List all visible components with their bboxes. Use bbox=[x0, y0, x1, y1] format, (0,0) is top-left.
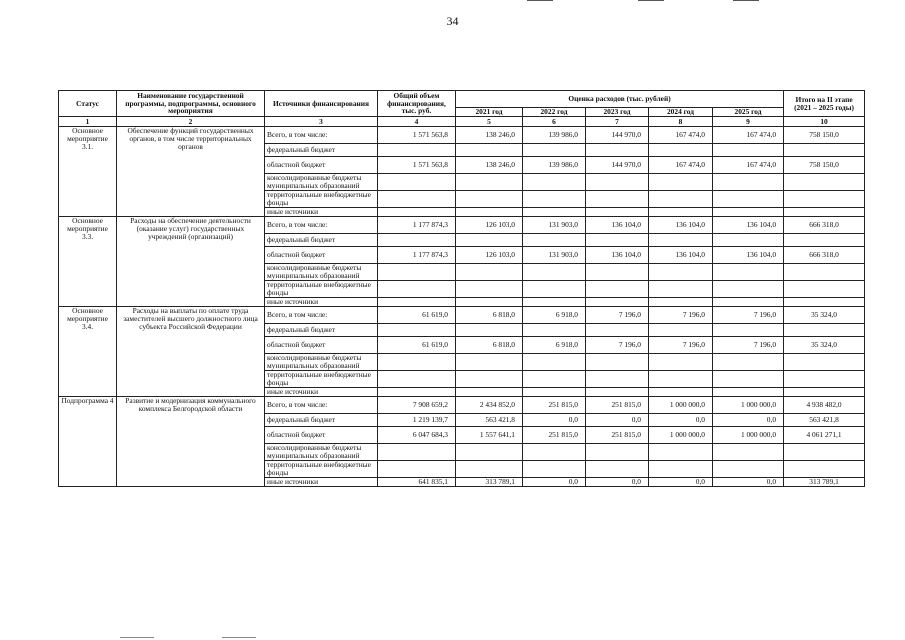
value-cell bbox=[523, 354, 586, 371]
value-cell bbox=[586, 354, 649, 371]
funding-source-offbudget: территориальные внебюджетные фонды bbox=[265, 281, 378, 298]
row-program-name: Расходы на обеспечение деятельности (оказание услуг) государственных учреждений (организаций) bbox=[117, 217, 265, 307]
value-cell bbox=[586, 444, 649, 461]
value-cell bbox=[649, 281, 713, 298]
funding-source-other: иные источники bbox=[265, 478, 378, 487]
value-cell bbox=[713, 281, 784, 298]
funding-source-other: иные источники bbox=[265, 388, 378, 397]
col-number: 4 bbox=[378, 117, 456, 127]
value-cell: 126 103,0 bbox=[456, 247, 523, 264]
value-cell bbox=[586, 281, 649, 298]
header-year-2021: 2021 год bbox=[456, 108, 523, 117]
value-cell: 7 908 659,2 bbox=[378, 397, 456, 414]
value-cell: 1 571 563,8 bbox=[378, 157, 456, 174]
value-cell bbox=[713, 144, 784, 157]
row-program-name: Развитие и модернизация коммунального комплекса Белгородской области bbox=[117, 397, 265, 487]
value-cell: 1 571 563,8 bbox=[378, 127, 456, 144]
value-cell: 1 000 000,0 bbox=[649, 427, 713, 444]
value-cell: 758 150,0 bbox=[784, 157, 865, 174]
value-cell bbox=[713, 371, 784, 388]
value-cell: 6 918,0 bbox=[523, 307, 586, 324]
value-cell bbox=[784, 144, 865, 157]
value-cell bbox=[713, 234, 784, 247]
funding-source-offbudget: территориальные внебюджетные фонды bbox=[265, 191, 378, 208]
value-cell: 6 047 684,3 bbox=[378, 427, 456, 444]
value-cell: 167 474,0 bbox=[649, 127, 713, 144]
value-cell: 61 619,0 bbox=[378, 337, 456, 354]
value-cell bbox=[523, 208, 586, 217]
value-cell bbox=[586, 264, 649, 281]
value-cell: 0,0 bbox=[649, 478, 713, 487]
value-cell: 167 474,0 bbox=[713, 157, 784, 174]
funding-source-regional: областной бюджет bbox=[265, 157, 378, 174]
value-cell bbox=[378, 354, 456, 371]
value-cell bbox=[378, 234, 456, 247]
value-cell bbox=[713, 298, 784, 307]
funding-source-federal: федеральный бюджет bbox=[265, 324, 378, 337]
value-cell bbox=[378, 144, 456, 157]
value-cell bbox=[713, 174, 784, 191]
funding-source-offbudget: территориальные внебюджетные фонды bbox=[265, 371, 378, 388]
value-cell bbox=[586, 388, 649, 397]
value-cell bbox=[378, 371, 456, 388]
value-cell: 126 103,0 bbox=[456, 217, 523, 234]
value-cell bbox=[784, 234, 865, 247]
value-cell: 136 104,0 bbox=[649, 217, 713, 234]
table-row bbox=[59, 397, 865, 414]
value-cell: 1 000 000,0 bbox=[713, 397, 784, 414]
value-cell bbox=[784, 371, 865, 388]
header-stage-total: Итого на II этапе (2021 – 2025 годы) bbox=[784, 91, 865, 117]
value-cell bbox=[586, 174, 649, 191]
value-cell: 35 324,0 bbox=[784, 337, 865, 354]
value-cell bbox=[649, 174, 713, 191]
funding-source-federal: федеральный бюджет bbox=[265, 414, 378, 427]
value-cell bbox=[456, 144, 523, 157]
value-cell bbox=[456, 281, 523, 298]
value-cell bbox=[523, 281, 586, 298]
header-year-2023: 2023 год bbox=[586, 108, 649, 117]
header-estimate: Оценка расходов (тыс. рублей) bbox=[456, 91, 784, 108]
value-cell: 7 196,0 bbox=[713, 337, 784, 354]
value-cell bbox=[456, 461, 523, 478]
value-cell: 167 474,0 bbox=[649, 157, 713, 174]
value-cell bbox=[378, 281, 456, 298]
value-cell bbox=[649, 144, 713, 157]
value-cell: 251 815,0 bbox=[586, 397, 649, 414]
header-year-2022: 2022 год bbox=[523, 108, 586, 117]
value-cell: 136 104,0 bbox=[586, 247, 649, 264]
value-cell: 144 970,0 bbox=[586, 157, 649, 174]
value-cell bbox=[649, 324, 713, 337]
value-cell bbox=[784, 298, 865, 307]
value-cell: 136 104,0 bbox=[649, 247, 713, 264]
funding-source-all: Всего, в том числе: bbox=[265, 127, 378, 144]
funding-source-municipal: консолидированные бюджеты муниципальных образований bbox=[265, 354, 378, 371]
col-number: 5 bbox=[456, 117, 523, 127]
value-cell: 6 918,0 bbox=[523, 337, 586, 354]
value-cell: 563 421,8 bbox=[456, 414, 523, 427]
value-cell: 1 177 874,3 bbox=[378, 217, 456, 234]
value-cell: 0,0 bbox=[586, 414, 649, 427]
value-cell: 563 421,8 bbox=[784, 414, 865, 427]
value-cell bbox=[713, 264, 784, 281]
value-cell: 251 815,0 bbox=[523, 397, 586, 414]
value-cell: 666 318,0 bbox=[784, 247, 865, 264]
row-program-name: Расходы на выплаты по оплате труда заместителей высшего должностного лица субъекта Российской Федерации bbox=[117, 307, 265, 397]
value-cell bbox=[456, 208, 523, 217]
value-cell: 139 986,0 bbox=[523, 127, 586, 144]
funding-source-regional: областной бюджет bbox=[265, 247, 378, 264]
value-cell bbox=[456, 264, 523, 281]
value-cell bbox=[456, 371, 523, 388]
value-cell bbox=[378, 174, 456, 191]
value-cell bbox=[378, 264, 456, 281]
value-cell bbox=[456, 388, 523, 397]
value-cell: 313 789,1 bbox=[456, 478, 523, 487]
value-cell: 1 000 000,0 bbox=[713, 427, 784, 444]
value-cell bbox=[523, 144, 586, 157]
value-cell bbox=[649, 264, 713, 281]
value-cell bbox=[523, 234, 586, 247]
row-status: Основное мероприятие 3.3. bbox=[59, 217, 117, 307]
value-cell bbox=[378, 298, 456, 307]
value-cell bbox=[523, 324, 586, 337]
value-cell: 138 246,0 bbox=[456, 127, 523, 144]
value-cell bbox=[523, 174, 586, 191]
value-cell bbox=[784, 388, 865, 397]
funding-source-all: Всего, в том числе: bbox=[265, 217, 378, 234]
value-cell: 758 150,0 bbox=[784, 127, 865, 144]
value-cell: 7 196,0 bbox=[586, 337, 649, 354]
value-cell: 251 815,0 bbox=[586, 427, 649, 444]
funding-source-municipal: консолидированные бюджеты муниципальных образований bbox=[265, 444, 378, 461]
col-number: 2 bbox=[117, 117, 265, 127]
funding-source-regional: областной бюджет bbox=[265, 427, 378, 444]
col-number: 8 bbox=[649, 117, 713, 127]
value-cell bbox=[784, 208, 865, 217]
value-cell: 139 986,0 bbox=[523, 157, 586, 174]
value-cell bbox=[523, 444, 586, 461]
value-cell bbox=[378, 191, 456, 208]
value-cell bbox=[523, 371, 586, 388]
value-cell: 1 000 000,0 bbox=[649, 397, 713, 414]
value-cell: 0,0 bbox=[649, 414, 713, 427]
value-cell bbox=[784, 264, 865, 281]
value-cell: 6 818,0 bbox=[456, 337, 523, 354]
value-cell bbox=[523, 264, 586, 281]
header-status: Статус bbox=[59, 91, 117, 117]
value-cell: 138 246,0 bbox=[456, 157, 523, 174]
value-cell: 0,0 bbox=[713, 414, 784, 427]
value-cell: 641 835,1 bbox=[378, 478, 456, 487]
value-cell bbox=[586, 208, 649, 217]
col-number: 1 bbox=[59, 117, 117, 127]
value-cell: 4 061 271,1 bbox=[784, 427, 865, 444]
value-cell bbox=[586, 234, 649, 247]
value-cell: 0,0 bbox=[523, 414, 586, 427]
value-cell bbox=[586, 461, 649, 478]
value-cell bbox=[713, 461, 784, 478]
table-row bbox=[59, 307, 865, 324]
budget-table-container bbox=[58, 90, 864, 487]
row-program-name: Обеспечение функций государственных органов, в том числе территориальных органов bbox=[117, 127, 265, 217]
value-cell: 167 474,0 bbox=[713, 127, 784, 144]
value-cell bbox=[784, 324, 865, 337]
bottom-rule-middle bbox=[222, 637, 256, 638]
budget-table bbox=[58, 90, 865, 487]
value-cell: 666 318,0 bbox=[784, 217, 865, 234]
funding-source-other: иные источники bbox=[265, 298, 378, 307]
value-cell bbox=[523, 388, 586, 397]
value-cell: 7 196,0 bbox=[649, 337, 713, 354]
value-cell bbox=[378, 324, 456, 337]
value-cell bbox=[713, 208, 784, 217]
value-cell bbox=[586, 298, 649, 307]
value-cell bbox=[456, 191, 523, 208]
value-cell: 35 324,0 bbox=[784, 307, 865, 324]
value-cell: 7 196,0 bbox=[649, 307, 713, 324]
value-cell bbox=[649, 388, 713, 397]
value-cell: 313 789,1 bbox=[784, 478, 865, 487]
value-cell bbox=[456, 444, 523, 461]
funding-source-all: Всего, в том числе: bbox=[265, 307, 378, 324]
value-cell bbox=[378, 461, 456, 478]
value-cell bbox=[586, 191, 649, 208]
value-cell: 251 815,0 bbox=[523, 427, 586, 444]
value-cell bbox=[523, 191, 586, 208]
value-cell: 131 903,0 bbox=[523, 217, 586, 234]
value-cell bbox=[649, 354, 713, 371]
header-year-2024: 2024 год bbox=[649, 108, 713, 117]
value-cell: 61 619,0 bbox=[378, 307, 456, 324]
value-cell bbox=[586, 144, 649, 157]
table-body bbox=[59, 127, 865, 487]
funding-source-municipal: консолидированные бюджеты муниципальных образований bbox=[265, 264, 378, 281]
top-rule-left bbox=[527, 0, 553, 1]
value-cell bbox=[456, 324, 523, 337]
value-cell: 136 104,0 bbox=[713, 217, 784, 234]
value-cell: 7 196,0 bbox=[586, 307, 649, 324]
value-cell: 0,0 bbox=[523, 478, 586, 487]
col-number: 7 bbox=[586, 117, 649, 127]
table-row bbox=[59, 127, 865, 144]
top-rule-right bbox=[733, 0, 759, 1]
bottom-rule-left bbox=[120, 637, 154, 638]
row-status: Основное мероприятие 3.4. bbox=[59, 307, 117, 397]
value-cell: 7 196,0 bbox=[713, 307, 784, 324]
value-cell bbox=[378, 388, 456, 397]
col-number: 10 bbox=[784, 117, 865, 127]
value-cell: 136 104,0 bbox=[586, 217, 649, 234]
funding-source-federal: федеральный бюджет bbox=[265, 144, 378, 157]
value-cell: 4 938 482,0 bbox=[784, 397, 865, 414]
value-cell: 0,0 bbox=[713, 478, 784, 487]
value-cell bbox=[649, 461, 713, 478]
row-status: Подпрограмма 4 bbox=[59, 397, 117, 487]
value-cell: 1 177 874,3 bbox=[378, 247, 456, 264]
value-cell bbox=[784, 461, 865, 478]
value-cell bbox=[649, 234, 713, 247]
value-cell bbox=[378, 444, 456, 461]
value-cell bbox=[456, 298, 523, 307]
value-cell bbox=[456, 234, 523, 247]
header-total: Общий объем финансирования, тыс. руб. bbox=[378, 91, 456, 117]
value-cell bbox=[586, 324, 649, 337]
value-cell bbox=[649, 191, 713, 208]
value-cell bbox=[378, 208, 456, 217]
col-number: 9 bbox=[713, 117, 784, 127]
value-cell bbox=[784, 354, 865, 371]
header-sources: Источники финансирования bbox=[265, 91, 378, 117]
header-year-2025: 2025 год bbox=[713, 108, 784, 117]
value-cell bbox=[649, 371, 713, 388]
col-number: 6 bbox=[523, 117, 586, 127]
value-cell bbox=[586, 371, 649, 388]
value-cell: 2 434 852,0 bbox=[456, 397, 523, 414]
value-cell: 6 818,0 bbox=[456, 307, 523, 324]
value-cell bbox=[713, 191, 784, 208]
funding-source-federal: федеральный бюджет bbox=[265, 234, 378, 247]
row-status: Основное мероприятие 3.1. bbox=[59, 127, 117, 217]
value-cell bbox=[784, 174, 865, 191]
page-number: 34 bbox=[446, 14, 459, 28]
value-cell bbox=[456, 354, 523, 371]
col-number: 3 bbox=[265, 117, 378, 127]
value-cell bbox=[456, 174, 523, 191]
value-cell bbox=[649, 298, 713, 307]
value-cell bbox=[784, 444, 865, 461]
value-cell bbox=[649, 444, 713, 461]
value-cell bbox=[784, 191, 865, 208]
header-name: Наименование государственной программы, подпрограммы, основного мероприятия bbox=[117, 91, 265, 117]
value-cell bbox=[713, 388, 784, 397]
value-cell bbox=[713, 444, 784, 461]
value-cell: 144 970,0 bbox=[586, 127, 649, 144]
top-rule-middle bbox=[638, 0, 664, 1]
value-cell bbox=[713, 324, 784, 337]
funding-source-regional: областной бюджет bbox=[265, 337, 378, 354]
value-cell: 136 104,0 bbox=[713, 247, 784, 264]
value-cell bbox=[523, 298, 586, 307]
value-cell: 131 903,0 bbox=[523, 247, 586, 264]
value-cell: 0,0 bbox=[586, 478, 649, 487]
value-cell: 1 557 641,1 bbox=[456, 427, 523, 444]
funding-source-municipal: консолидированные бюджеты муниципальных образований bbox=[265, 174, 378, 191]
funding-source-offbudget: территориальные внебюджетные фонды bbox=[265, 461, 378, 478]
funding-source-other: иные источники bbox=[265, 208, 378, 217]
value-cell bbox=[523, 461, 586, 478]
value-cell: 1 219 139,7 bbox=[378, 414, 456, 427]
table-row bbox=[59, 217, 865, 234]
funding-source-all: Всего, в том числе: bbox=[265, 397, 378, 414]
value-cell bbox=[784, 281, 865, 298]
value-cell bbox=[713, 354, 784, 371]
value-cell bbox=[649, 208, 713, 217]
